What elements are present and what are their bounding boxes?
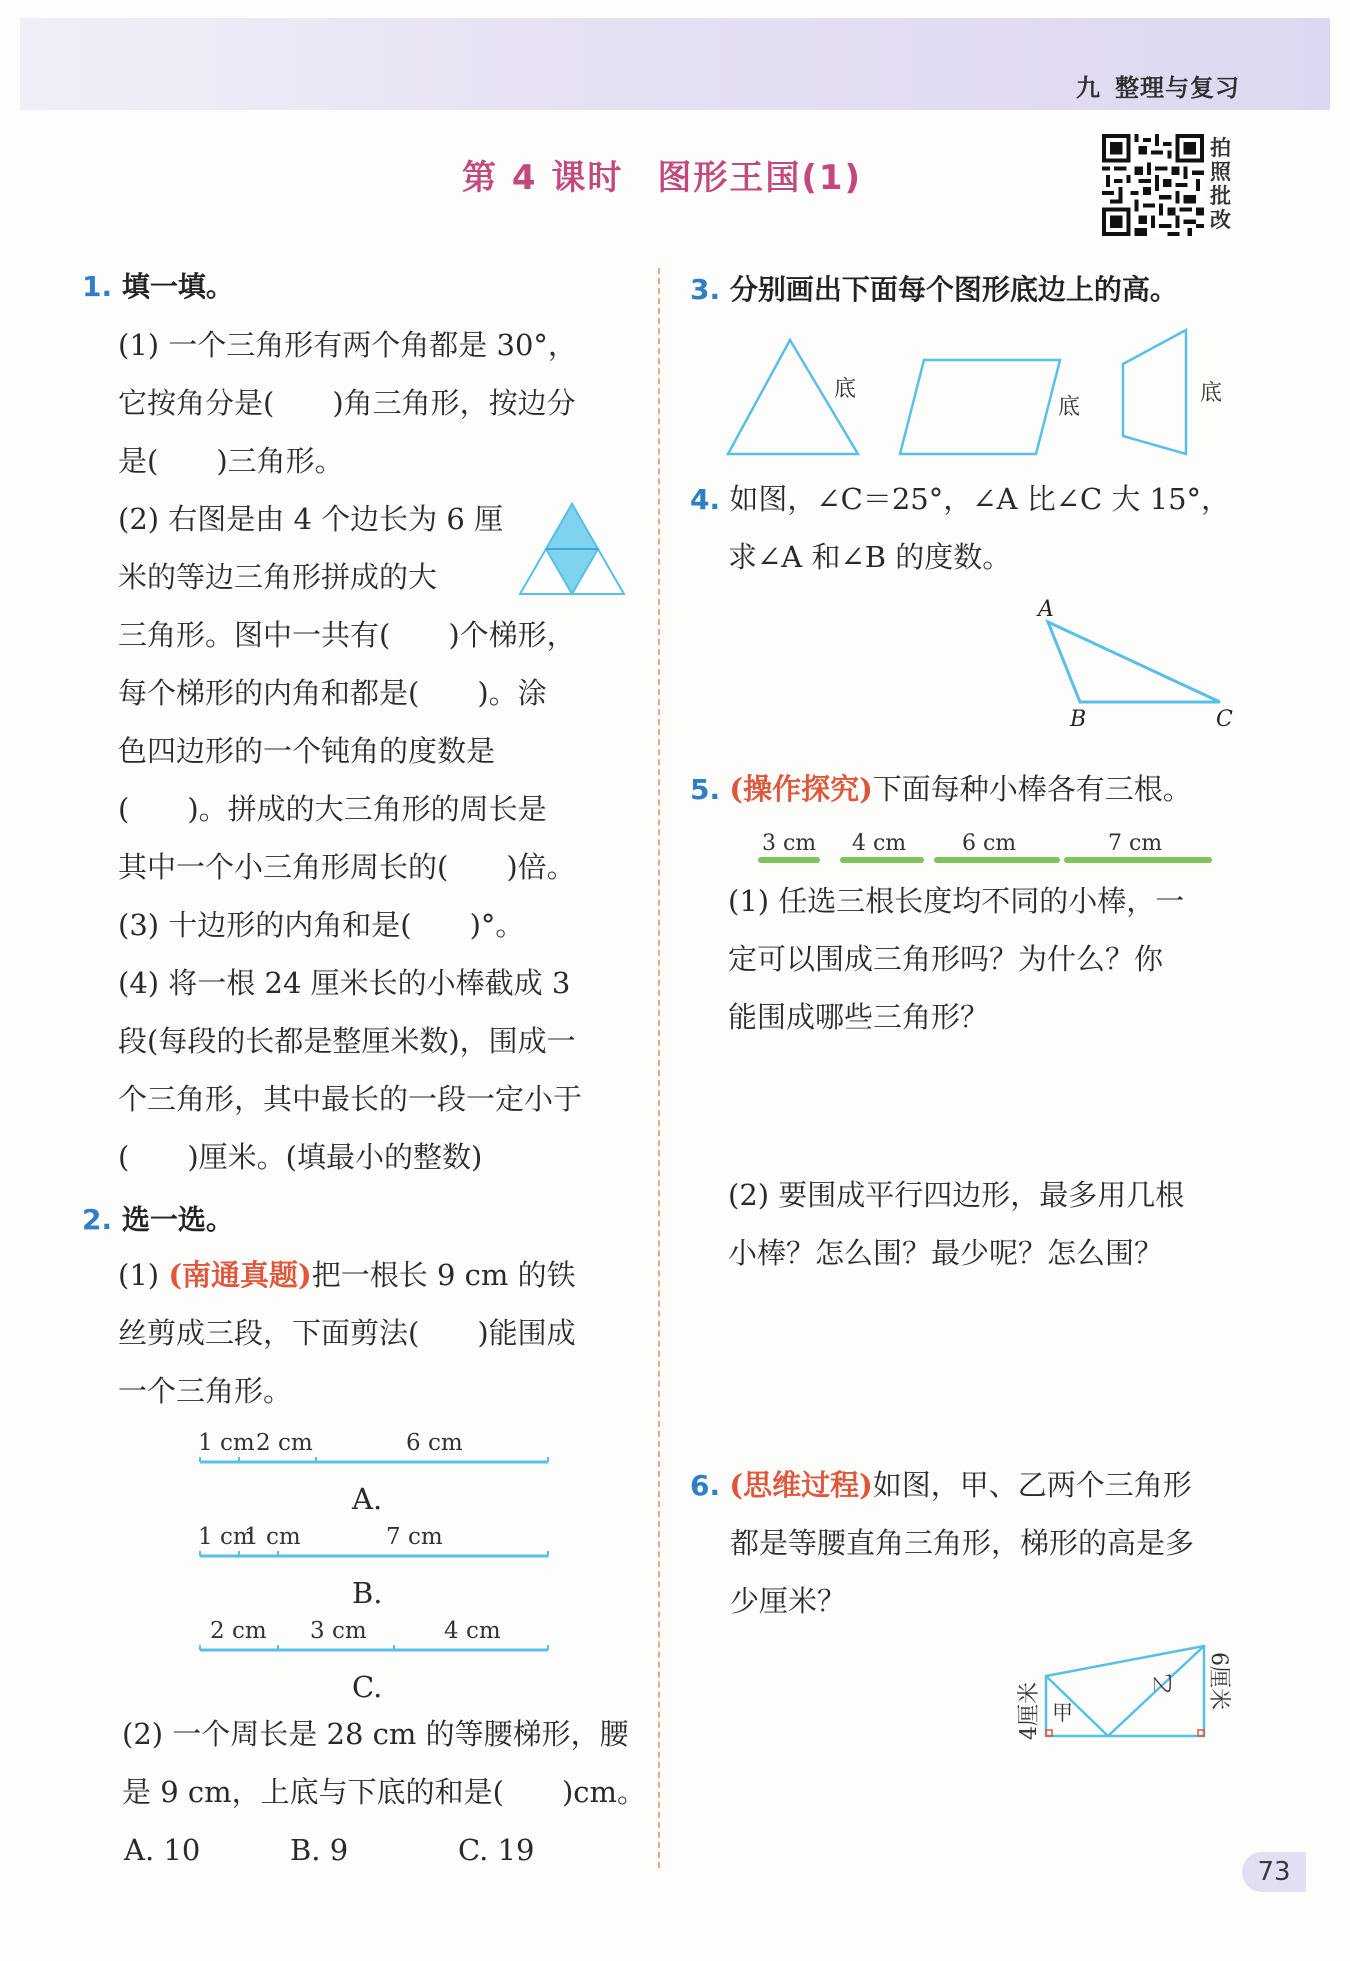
q2-number: 2.: [82, 1203, 113, 1236]
q6-triangle-b-label: 乙: [1151, 1673, 1175, 1694]
q3-base-label-2: 底: [1058, 395, 1081, 420]
q1-line: (1) 一个三角形有两个角都是 30°，: [118, 328, 577, 362]
equilateral-triangle-figure: [516, 500, 628, 598]
option-c-letter: C.: [352, 1670, 383, 1704]
q5-stick-3-label: 6 cm: [962, 831, 1017, 856]
option-a-seg2: 2 cm: [256, 1430, 313, 1456]
q5-title: 下面每种小棒各有三根。: [872, 772, 1192, 806]
lesson-title-name: 图形王国(1): [657, 158, 863, 198]
q5-number: 5.: [690, 773, 721, 806]
option-a-seg1: 1 cm: [198, 1430, 255, 1456]
q4-vertex-b: B: [1070, 707, 1087, 732]
q4-text1: 如图，∠C＝25°，∠A 比∠C 大 15°，: [729, 482, 1231, 516]
lesson-title: [462, 150, 862, 199]
option-a-letter: A.: [352, 1482, 383, 1516]
q2-part1-text: 把一根长 9 cm 的铁: [311, 1258, 576, 1292]
q2-choice-c[interactable]: C. 19: [458, 1833, 535, 1867]
q6-left-height-label: 4厘米: [1017, 1682, 1042, 1740]
q5-part1-line: (1) 任选三根长度均不同的小棒，一: [728, 884, 1185, 918]
q3-base-label-1: 底: [834, 377, 857, 402]
q6-line2: 都是等腰直角三角形，梯形的高是多: [730, 1526, 1195, 1560]
q6-text1: 如图，甲、乙两个三角形: [872, 1468, 1192, 1502]
q3-title: 分别画出下面每个图形底边上的高。: [729, 273, 1178, 306]
q2-part1-prefix: (1): [118, 1258, 160, 1292]
q5-sticks-figure: [748, 822, 1218, 872]
q5-stick-1: [758, 857, 820, 863]
lesson-title-prefix: 第 4 课时: [462, 158, 624, 198]
q1-number: 1.: [82, 270, 113, 303]
q4-triangle-figure: [1030, 594, 1240, 734]
option-b-letter: B.: [352, 1576, 383, 1610]
q4-vertex-c: C: [1216, 707, 1233, 732]
q2-part2-line1: (2) 一个周长是 28 cm 的等腰梯形，腰: [122, 1717, 629, 1751]
q3-base-label-3: 底: [1200, 381, 1223, 406]
unit-number: 九: [1076, 74, 1101, 102]
q3-parallelogram: [900, 360, 1060, 454]
q6-heading: [690, 1456, 1192, 1515]
q3-trapezoid: [1123, 330, 1186, 454]
q2-part1-line3: 一个三角形。: [118, 1374, 293, 1408]
q2-part1-line2: 丝剪成三段，下面剪法( )能围成: [118, 1316, 576, 1350]
q1-line: ( )。拼成的大三角形的周长是: [118, 792, 547, 826]
q5-part1-line: 定可以围成三角形吗？为什么？你: [728, 942, 1164, 976]
q5-stick-2: [840, 857, 924, 863]
q3-shapes-figure: [718, 324, 1238, 464]
q4-vertex-a: A: [1038, 597, 1054, 622]
q6-line3: 少厘米？: [730, 1584, 847, 1618]
q2-choice-b[interactable]: B. 9: [290, 1833, 349, 1867]
q4-line1: [690, 470, 1230, 529]
option-a-seg3: 6 cm: [406, 1430, 463, 1456]
q2-source-tag: (南通真题): [168, 1258, 312, 1292]
q5-stick-4: [1064, 857, 1212, 863]
q1-line: 是( )三角形。: [118, 444, 344, 478]
qr-code-icon[interactable]: [1102, 134, 1204, 236]
q1-line: 三角形。图中一共有( )个梯形，: [118, 618, 576, 652]
q6-tag: (思维过程): [729, 1468, 873, 1502]
q1-line: 段(每段的长都是整厘米数)，围成一: [118, 1024, 576, 1058]
q4-number: 4.: [690, 483, 721, 516]
q2-title: 选一选。: [121, 1203, 234, 1236]
unit-name: 整理与复习: [1115, 74, 1240, 102]
q1-line: 色四边形的一个钝角的度数是: [118, 734, 496, 768]
q1-line: ( )厘米。(填最小的整数): [118, 1140, 483, 1174]
page-number: 73: [1242, 1852, 1306, 1892]
q1-line: (2) 右图是由 4 个边长为 6 厘: [118, 502, 504, 536]
q1-line: 它按角分是( )角三角形，按边分: [118, 386, 576, 420]
q1-line: 米的等边三角形拼成的大: [118, 560, 438, 594]
q6-number: 6.: [690, 1469, 721, 1502]
option-b-seg3: 7 cm: [386, 1524, 443, 1550]
q6-right-height-label: 6厘米: [1206, 1652, 1231, 1710]
q5-part1-line: 能围成哪些三角形？: [728, 1000, 990, 1034]
q6-triangle-a-label: 甲: [1052, 1701, 1073, 1725]
unit-label: [1076, 68, 1240, 103]
q1-line: 每个梯形的内角和都是( )。涂: [118, 676, 547, 710]
option-c-seg2: 3 cm: [310, 1618, 367, 1644]
q1-line: 其中一个小三角形周长的( )倍。: [118, 850, 576, 884]
q2-choice-a[interactable]: A. 10: [124, 1833, 201, 1867]
q3-number: 3.: [690, 273, 721, 306]
q5-part2-line: 小棒？怎么围？最少呢？怎么围？: [728, 1236, 1164, 1270]
option-c-seg3: 4 cm: [444, 1618, 501, 1644]
option-c-seg1: 2 cm: [210, 1618, 267, 1644]
q1-heading: [82, 265, 234, 305]
q2-part1-line1: [118, 1246, 576, 1304]
q4-line2: 求∠A 和∠B 的度数。: [728, 540, 1012, 574]
q5-stick-2-label: 4 cm: [852, 831, 907, 856]
column-divider: [658, 268, 660, 1868]
q2-heading: [82, 1198, 234, 1238]
q3-heading: [690, 268, 1178, 308]
q5-stick-1-label: 3 cm: [762, 831, 817, 856]
q1-line: (3) 十边形的内角和是( )°。: [118, 908, 525, 942]
q1-title: 填一填。: [121, 270, 234, 303]
option-b-seg1: 1 cm: [198, 1524, 255, 1550]
qr-caption: 拍照批改: [1210, 136, 1231, 232]
q6-trapezoid-figure: [1012, 1636, 1242, 1756]
q5-stick-4-label: 7 cm: [1108, 831, 1163, 856]
q5-stick-3: [934, 857, 1060, 863]
q1-line: (4) 将一根 24 厘米长的小棒截成 3: [118, 966, 571, 1000]
q2-part2-line2: 是 9 cm，上底与下底的和是( )cm。: [122, 1775, 646, 1809]
q1-line: 个三角形，其中最长的一段一定小于: [118, 1082, 583, 1116]
q5-tag: (操作探究): [729, 772, 873, 806]
option-b-seg2: 1 cm: [244, 1524, 301, 1550]
q5-part2-line: (2) 要围成平行四边形，最多用几根: [728, 1178, 1185, 1212]
q5-heading: [690, 760, 1192, 819]
